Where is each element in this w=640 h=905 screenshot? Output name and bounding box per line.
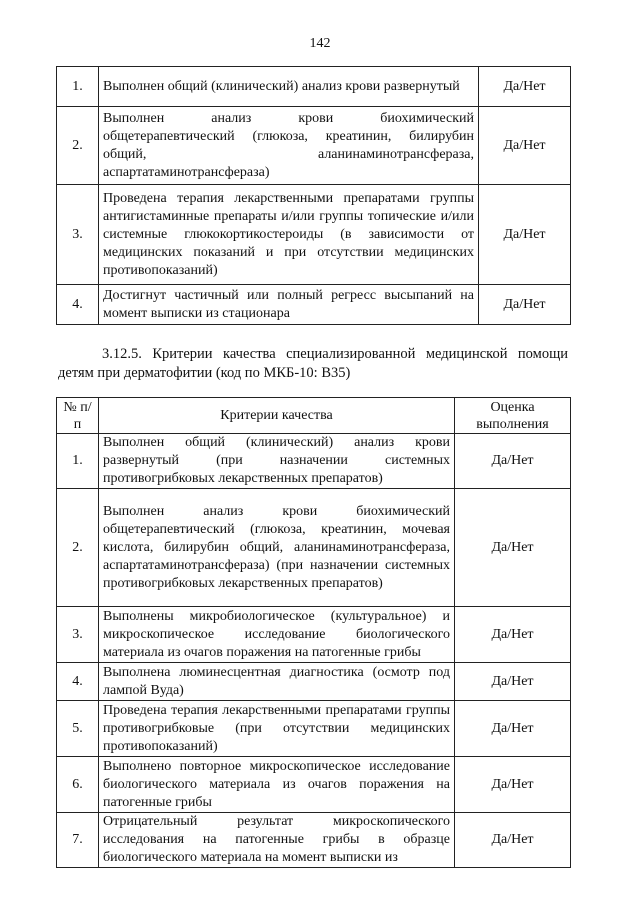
criterion-text: Выполнены микробиологическое (культуральное) и микроскопическое исследование биологического материала из очагов поражения на патогенные грибы <box>99 607 455 663</box>
table-row <box>57 285 571 325</box>
table-row <box>57 701 571 757</box>
page-number: 142 <box>309 36 331 51</box>
criterion-text: Проведена терапия лекарственными препаратами группы противогрибковые (при отсутствии медицинских противопоказаний) <box>99 701 455 757</box>
row-number: 4. <box>57 285 99 325</box>
column-header-number: № п/п <box>57 398 99 434</box>
criteria-table-dermatophytosis <box>56 397 571 868</box>
table-row <box>57 489 571 607</box>
assessment-value: Да/Нет <box>455 434 571 489</box>
row-number: 5. <box>57 701 99 757</box>
row-number: 2. <box>57 489 99 607</box>
assessment-value: Да/Нет <box>479 107 571 185</box>
criterion-text: Выполнен общий (клинический) анализ крови развернутый (при назначении системных противогрибковых лекарственных препаратов) <box>99 434 455 489</box>
row-number: 7. <box>57 813 99 868</box>
criterion-text: Проведена терапия лекарственными препаратами группы антигистаминные препараты и/или группы топические и/или системные глюкокортикостероиды (в зависимости от медицинских показаний и при отсутствии медицинских противопоказаний) <box>99 185 479 285</box>
column-header-assessment: Оценка выполнения <box>455 398 571 434</box>
table-header-row <box>57 398 571 434</box>
row-number: 4. <box>57 663 99 701</box>
row-number: 3. <box>57 607 99 663</box>
assessment-value: Да/Нет <box>455 813 571 868</box>
table-row <box>57 757 571 813</box>
column-header-criteria: Критерии качества <box>99 398 455 434</box>
criteria-table-previous <box>56 66 571 325</box>
table-row <box>57 67 571 107</box>
criterion-text: Выполнено повторное микроскопическое исследование биологического материала из очагов поражения на патогенные грибы <box>99 757 455 813</box>
criterion-text: Отрицательный результат микроскопического исследования на патогенные грибы в образце биологического материала на момент выписки из <box>99 813 455 868</box>
table-row <box>57 663 571 701</box>
row-number: 1. <box>57 434 99 489</box>
criterion-text: Выполнен общий (клинический) анализ крови развернутый <box>99 67 479 107</box>
assessment-value: Да/Нет <box>455 757 571 813</box>
criterion-text: Выполнен анализ крови биохимический общетерапевтический (глюкоза, креатинин, мочевая кислота, билирубин общий, аланинаминотрансфераза, аспартатаминотрансфераза) (при назначении системных противогрибковых лекарственных препаратов) <box>99 489 455 607</box>
criterion-text: Выполнена люминесцентная диагностика (осмотр под лампой Вуда) <box>99 663 455 701</box>
row-number: 3. <box>57 185 99 285</box>
assessment-value: Да/Нет <box>479 67 571 107</box>
assessment-value: Да/Нет <box>479 285 571 325</box>
table-row <box>57 607 571 663</box>
table-row <box>57 813 571 868</box>
row-number: 1. <box>57 67 99 107</box>
assessment-value: Да/Нет <box>455 489 571 607</box>
row-number: 6. <box>57 757 99 813</box>
assessment-value: Да/Нет <box>455 663 571 701</box>
assessment-value: Да/Нет <box>455 607 571 663</box>
row-number: 2. <box>57 107 99 185</box>
table-row <box>57 107 571 185</box>
assessment-value: Да/Нет <box>479 185 571 285</box>
criterion-text: Достигнут частичный или полный регресс высыпаний на момент выписки из стационара <box>99 285 479 325</box>
criterion-text: Выполнен анализ крови биохимический общетерапевтический (глюкоза, креатинин, билирубин общий, аланинаминотрансфераза, аспартатаминотрансфераза) <box>99 107 479 185</box>
assessment-value: Да/Нет <box>455 701 571 757</box>
table-row <box>57 434 571 489</box>
section-heading: 3.12.5. Критерии качества специализированной медицинской помощи детям при дерматофитии (код по МКБ-10: B35) <box>58 346 568 381</box>
table-row <box>57 185 571 285</box>
